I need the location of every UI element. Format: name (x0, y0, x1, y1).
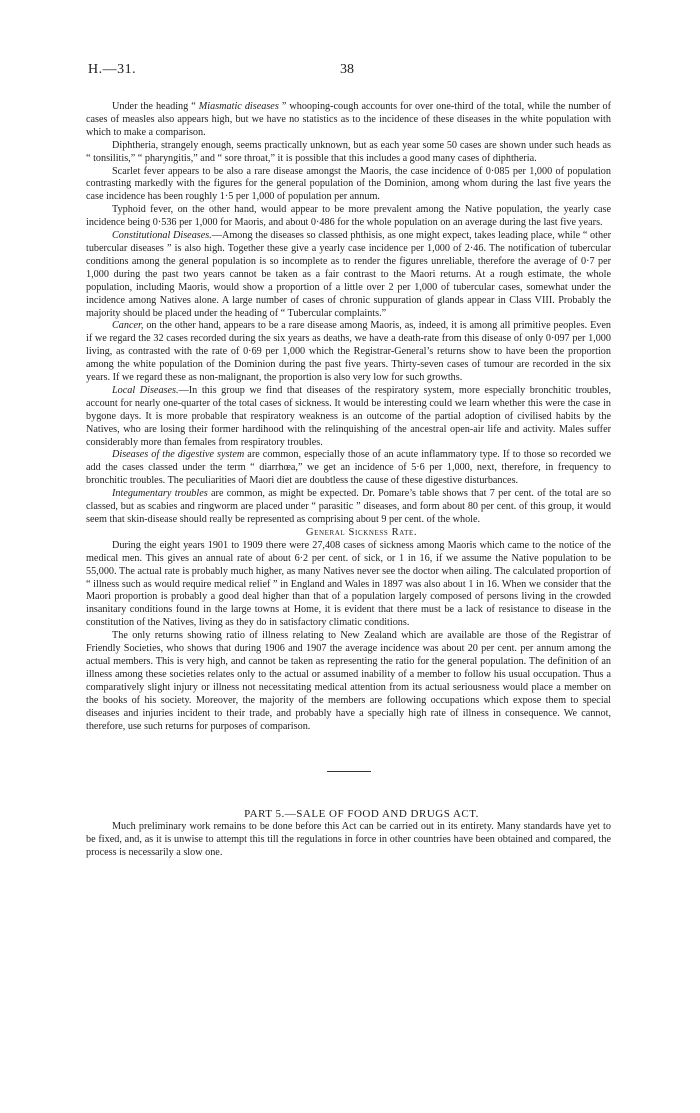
paragraph-italic-lead: Diseases of the digestive system (112, 449, 245, 461)
part-heading: PART 5.—SALE OF FOOD AND DRUGS ACT. (244, 808, 479, 821)
paragraph (86, 449, 611, 488)
document-id: H.—31. (88, 62, 137, 77)
paragraph-text: Scarlet fever appears to be also a rare disease amongst the Maoris, the case incidence of 0·085 per 1,000 of population contrasting markedly with the figures for the general population of the Dominion, among whom during the last five years the case incidence has been roughly 1·5 per 1,000 of population per annum. (86, 165, 611, 203)
section-divider (327, 771, 371, 772)
paragraph (86, 166, 611, 205)
paragraph: The only returns showing ratio of illness relating to New Zealand which are available are those of the Registrar of Friendly Societies, who shows that during 1906 and 1907 the average incidence was about 20 per cent. per annum among the actual members. This is very high, and cannot be taken as representing the ratio for the general population. The definition of an illness among these societies relates only to the actual or assumed inability of a member to follow his usual occupation. Thus a comparatively slight injury or illness not necessitating medical attention from its actual seriousness would place a member on the books of his society. Moreover, the majority of the members are following occupations which expose them to special diseases and injuries incident to their trade, and probably have a specially high rate of illness in consequence. We cannot, therefore, use such returns for purposes of comparison. (86, 630, 611, 732)
paragraph (86, 385, 611, 450)
part5-section (86, 821, 611, 860)
paragraph-text: Diphtheria, strangely enough, seems practically unknown, but as each year some 50 cases are shown under such heads as “ tonsilitis,” “ pharyngitis,” and “ sore throat,” it is possible that this includes a good many cases of diphtheria. (86, 139, 611, 164)
section-heading-general-sickness-rate: General Sickness Rate. (305, 526, 418, 538)
page-header (88, 62, 608, 82)
paragraph-text: are common, especially those of an acute inflammatory type. If to those so recorded we add the cases classed under the term “ diarrhœa,” we get an incidence of 5·6 per 1,000, next, therefore, in frequency to bronchitic troubles. The peculiarities of Maori diet are doubtless the cause of these digestive disturbances. (86, 449, 611, 487)
paragraph-text: ” whooping-cough accounts for over one-third of the total, while the number of cases of measles also appears high, but we have no statistics as to the incidence of these diseases in the white population with which to make a comparison. (86, 101, 611, 138)
sickness-section (86, 540, 611, 734)
paragraph-italic-lead: Integumentary troubles (112, 488, 208, 500)
paragraph-text: on the other hand, appears to be a rare disease among Maoris, as, indeed, it is among all primitive peoples. Even if we regard the 32 cases recorded during the six years as deaths, we have a death-rate from this disease of only 0·097 per 1,000 living, as contrasted with the rate of 0·69 per 1,000 which the Registrar-General’s returns show to have been the proportion among the white population of the Dominion during the past five years. Thirty-seven cases of tumour are recorded in the six years. If we regard these as non-malignant, the proportion is also very low for such growths. (86, 320, 611, 384)
paragraph-text: —Among the diseases so classed phthisis, as one might expect, takes leading place, while “ other tubercular diseases ” is also high. Together these give a yearly case incidence per 1,000 of 2·46. The notification of tubercular conditions among the general population is so incomplete as to render the figures unreliable, therefore the average of 0·7 per 1,000 during the past two years cannot be taken as a fair contrast to the Maori returns. At a rough estimate, the whole population, including Maoris, would show a proportion of a little over 2 per 1,000 of tubercular cases, somewhat under the incidence among Natives alone. A large number of cases of chronic suppuration of glands appear in Class VIII. Probably the majority should be placed under the heading of “ Tubercular complaints.” (86, 230, 611, 319)
paragraph (86, 101, 611, 140)
paragraph (86, 320, 611, 385)
paragraph-text: —In this group we find that diseases of the respiratory system, more especially bronchitic troubles, account for nearly one-quarter of the total cases of sickness. It would be interesting could we learn whether this were the case in bygone days. It is more probable that respiratory weakness is an outcome of the partial adoption of civilised habits by the Natives, who are losing their former hardihood with the relinquishing of the ancestral open-air life and activity. Males suffer considerably more than females from respiratory troubles. (86, 384, 611, 448)
paragraph (86, 488, 611, 527)
paragraph-italic-lead: Local Diseases. (112, 384, 179, 396)
paragraph (86, 140, 611, 166)
page-body (86, 101, 611, 860)
paragraph-text: are common, as might be expected. Dr. Pomare’s table shows that 7 per cent. of the total are so classed, but as scabies and ringworm are placed under “ parasitic ” diseases, and form about 80 per cent. of this group, it would seem that skin-disease should really be represented as comprising about 9 per cent. of the whole. (86, 488, 611, 525)
paragraph-italic-lead: Miasmatic diseases (198, 101, 279, 112)
intro-section (86, 101, 611, 527)
paragraph-text: Typhoid fever, on the other hand, would appear to be more prevalent among the Native population, the yearly case incidence being 0·536 per 1,000 for Maoris, and about 0·486 for the whole population on an average during the last five years. (86, 204, 611, 229)
paragraph (86, 204, 611, 230)
page-number: 38 (340, 62, 354, 77)
paragraph: Much preliminary work remains to be done before this Act can be carried out in its entirety. Many standards have yet to be fixed, and, as it is unwise to attempt this till the regulations in force in other countries have been obtained and compared, the process is necessarily a slow one. (86, 821, 611, 859)
paragraph-italic-lead: Cancer, (112, 320, 144, 332)
paragraph: During the eight years 1901 to 1909 there were 27,408 cases of sickness among Maoris which came to the notice of the medical men. This gives an annual rate of about 6·2 per cent. of sick, or 1 in 16, if we assume the Native population to be 55,000. The actual rate is probably much higher, as many Natives never see the doctor when ailing. The calculated proportion of “ illness such as would require medical relief ” in England and Wales in 1897 was also about 1 in 16. When we consider that the Maori proportion is probably a good deal higher than that of a population largely composed of persons living in the crowded insanitary conditions found in the large towns at Home, it is evident that there must be a lack of resistance to disease in the constitution of the Natives, living as they do in satisfactory climatic conditions. (86, 539, 611, 629)
paragraph (86, 230, 611, 320)
paragraph-text: Under the heading “ (112, 101, 199, 112)
paragraph-italic-lead: Constitutional Diseases. (112, 230, 212, 242)
